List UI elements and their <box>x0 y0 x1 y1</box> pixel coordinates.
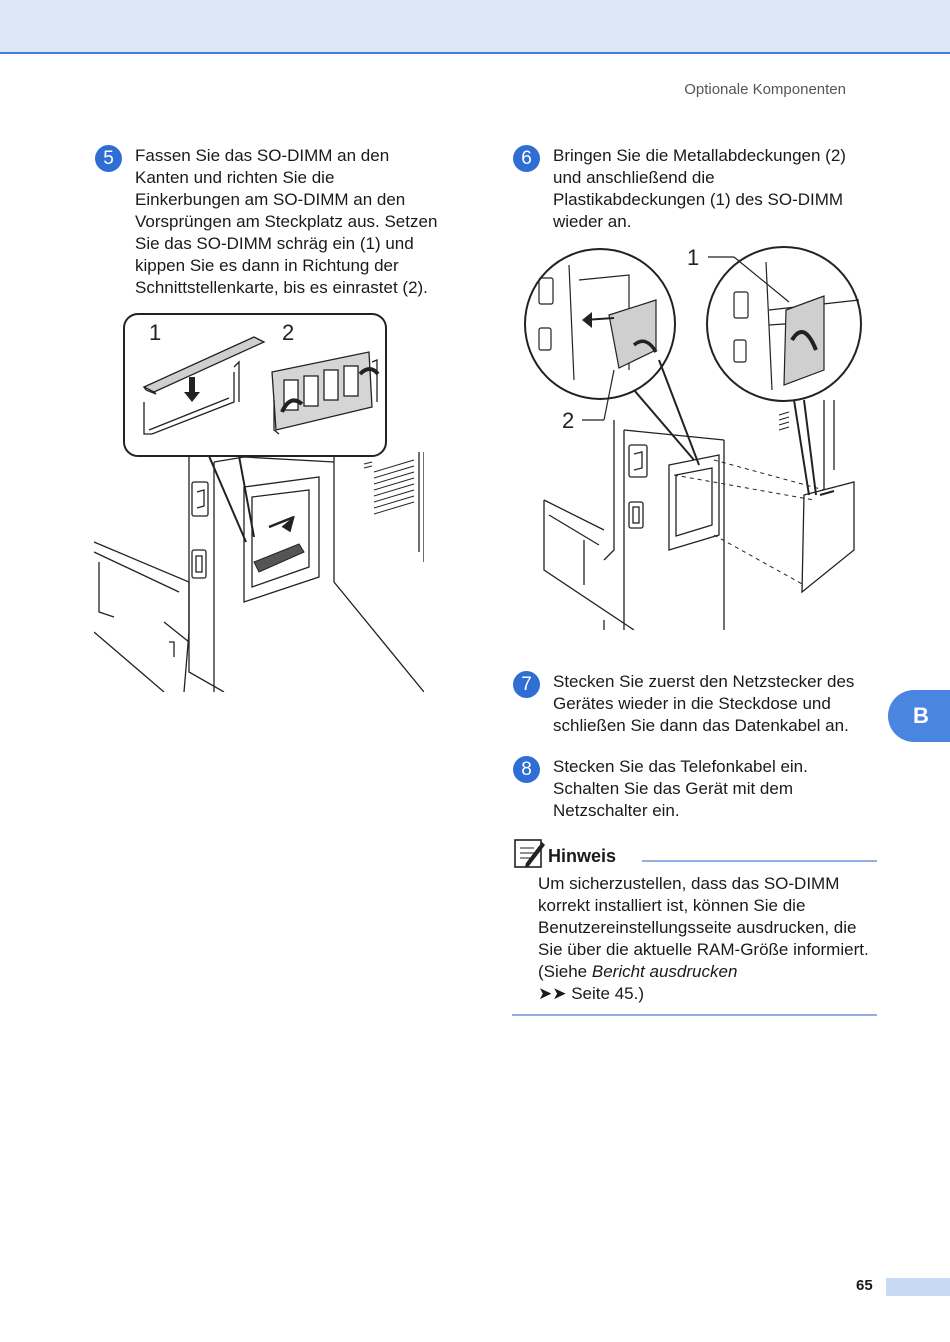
so-dimm-insertion-illustration <box>94 312 424 692</box>
callout-2: 2 <box>562 408 575 433</box>
note-page-ref: Seite 45.) <box>566 984 644 1003</box>
step-number-badge: 6 <box>513 145 540 172</box>
step-text: Bringen Sie die Metallabdeckungen (2) und anschließend die Plastikabdeckungen (1) des SO-DIMM wieder an. <box>553 146 846 231</box>
section-title: Optionale Komponenten <box>684 81 846 98</box>
callout-1: 1 <box>149 320 162 345</box>
note-divider-top <box>642 860 877 862</box>
callout-2: 2 <box>282 320 295 345</box>
note-text: Um sicherzustellen, dass das SO-DIMM korrekt installiert ist, können Sie die Benutzereinstellungsseite ausdrucken, die Sie über die aktuelle RAM-Größe informiert. (Siehe <box>538 874 869 981</box>
top-header-band <box>0 0 950 54</box>
step-number-badge: 8 <box>513 756 540 783</box>
note-pencil-icon <box>512 836 546 870</box>
note-body <box>538 873 878 1005</box>
appendix-tab: B <box>888 690 950 742</box>
double-arrow-icon: ➤➤ <box>538 984 567 1003</box>
covers-reattachment-illustration <box>524 240 869 630</box>
footer-bar <box>886 1278 950 1296</box>
step-number-badge: 5 <box>95 145 122 172</box>
page-number: 65 <box>856 1277 873 1294</box>
note-link-text[interactable]: Bericht ausdrucken <box>591 962 738 981</box>
note-divider-bottom <box>512 1014 877 1016</box>
note-title: Hinweis <box>548 846 617 866</box>
callout-1: 1 <box>687 245 700 270</box>
step-text: Stecken Sie das Telefonkabel ein. Schalten Sie das Gerät mit dem Netzschalter ein. <box>553 757 808 820</box>
step-text: Fassen Sie das SO-DIMM an den Kanten und richten Sie die Einkerbungen am SO-DIMM an den Vorsprüngen am Steckplatz aus. Setzen Sie das SO-DIMM schräg ein (1) und kippen Sie es dann in Richtung der Schnittstellenkarte, bis es einrastet (2). <box>135 146 438 297</box>
step-text: Stecken Sie zuerst den Netzstecker des Gerätes wieder in die Steckdose und schließen Sie dann das Datenkabel an. <box>553 672 855 735</box>
step-number-badge: 7 <box>513 671 540 698</box>
